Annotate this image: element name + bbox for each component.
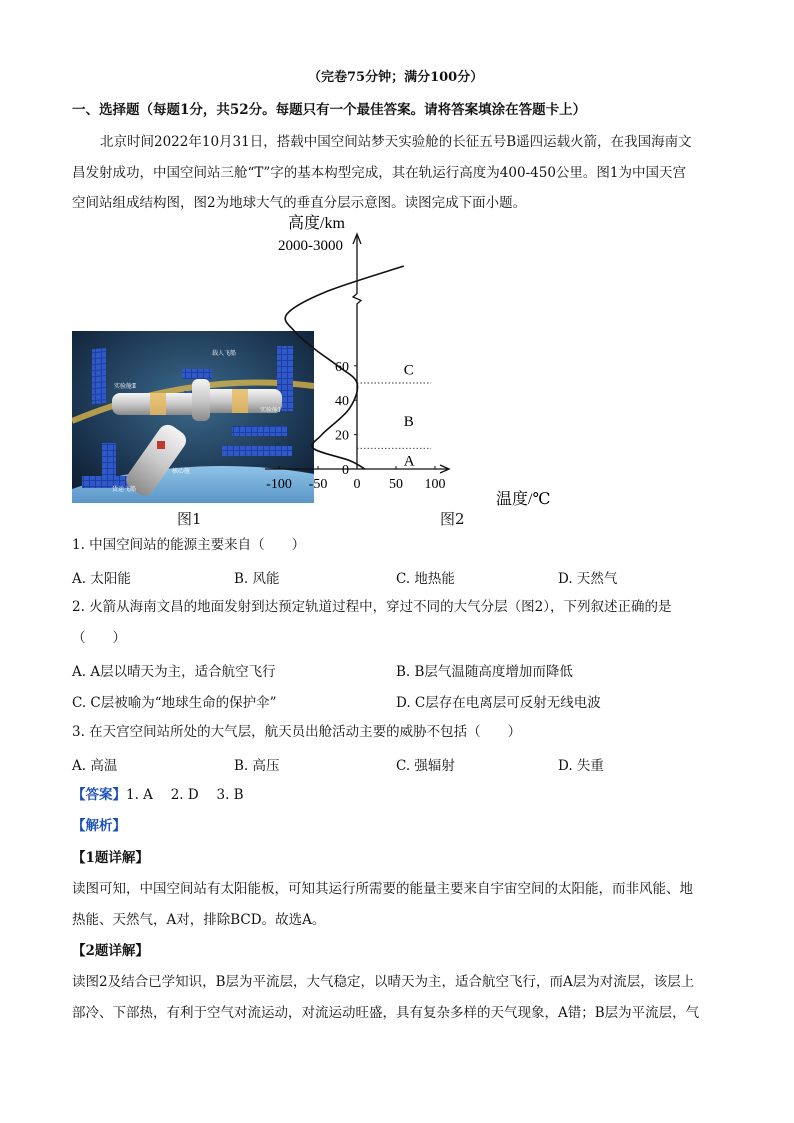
intro-line-3: 空间站组成结构图，图2为地球大气的垂直分层示意图。读图完成下面小题。 [72,195,527,211]
y-tick-label: 20 [335,428,349,444]
exam-info: （完卷75分钟；满分100分） [308,70,484,85]
q3-option-d: D. 失重 [558,758,604,774]
x-tick-label: -100 [266,477,292,492]
x-tick-label: -50 [308,477,328,492]
label-cargo-ship: 货运飞船 [112,487,137,493]
y-tick-label: 40 [335,394,349,410]
figure1-caption: 图1 [177,510,202,528]
q1-option-c: C. 地热能 [396,571,455,587]
q2-option-b: B. B层气温随高度增加而降低 [396,664,573,680]
y-axis-label: 高度/km [288,215,345,232]
q1-detail-title: 【1题详解】 [72,850,149,866]
intro-line-1: 北京时间2022年10月31日，搭载中国空间站梦天实验舱的长征五号B遥四运载火箭，在我国海南文 [100,134,692,150]
section-title: 一、选择题（每题1分，共52分。每题只有一个最佳答案。请将答案填涂在答题卡上） [72,102,587,118]
q2-detail-line-1: 读图2及结合已学知识，B层为平流层，大气稳定，以晴天为主，适合航空飞行，而A层为对流层，该层上 [72,974,695,990]
q2-detail-line-2: 部冷、下部热，有利于空气对流运动，对流运动旺盛，具有复杂多样的天气现象，A错；B层为平流层，气 [72,1005,700,1021]
q3-option-a: A. 高温 [72,758,118,774]
q1-detail-line-2: 热能、天然气，A对，排除BCD。故选A。 [72,912,326,928]
x-axis-label: 温度/℃ [496,491,551,508]
x-tick-label: 100 [424,477,446,492]
layer-boundaries [357,383,431,448]
q2-detail-title: 【2题详解】 [72,943,149,959]
x-tick-label: 50 [389,477,403,492]
q1-option-d: D. 天然气 [558,571,618,587]
intro-line-2: 昌发射成功，中国空间站三舱“T”字的基本构型完成，其在轨运行高度为400-450公里。图1为中国天宫 [72,165,686,181]
label-lab1: 实验舱Ⅰ [260,408,281,414]
label-lab2: 实验舱Ⅱ [114,384,137,390]
q1-option-a: A. 太阳能 [72,571,131,587]
y-axis-top-label: 2000-3000 [278,238,343,254]
x-tick-label: 0 [353,477,361,492]
question-2-stem: 2. 火箭从海南文昌的地面发射到达预定轨道过程中，穿过不同的大气分层（图2），下列叙述正确的是 [72,599,672,615]
q1-detail-line-1: 读图可知，中国空间站有太阳能板，可知其运行所需要的能量主要来自宇宙空间的太阳能，而非风能、地 [72,881,693,897]
figure2-caption: 图2 [440,510,465,528]
label-crew-ship: 载人飞船 [212,351,237,357]
layer-label-c: C [403,362,414,379]
q1-option-b: B. 风能 [234,571,280,587]
q2-option-c: C. C层被喻为“地球生命的保护伞” [72,695,277,711]
q3-option-b: B. 高压 [234,758,280,774]
answer-text: 1. A 2. D 3. B [126,787,244,803]
analysis-tag: 【解析】 [72,818,126,834]
q2-option-a: A. A层以晴天为主，适合航空飞行 [72,664,276,680]
question-1-stem: 1. 中国空间站的能源主要来自（ ） [72,537,306,553]
layer-label-a: A [403,453,415,470]
answer-line [72,785,244,805]
y-tick-label: 0 [342,463,349,478]
layer-label-b: B [403,414,414,430]
q3-option-c: C. 强辐射 [396,758,455,774]
y-tick-label: 60 [335,359,349,375]
chart-axes [265,234,449,473]
question-3-stem: 3. 在天宫空间站所处的大气层，航天员出舱活动主要的威胁不包括（ ） [72,724,522,740]
y-axis-line [353,236,361,469]
atmosphere-chart-svg [260,214,570,514]
q2-option-d: D. C层存在电离层可反射无线电波 [396,695,601,711]
answer-tag: 【答案】 [72,787,126,803]
question-2-stem-cont: （ ） [72,630,126,646]
label-core-module: 核心舱 [172,469,191,475]
figure2-chart [260,214,570,514]
